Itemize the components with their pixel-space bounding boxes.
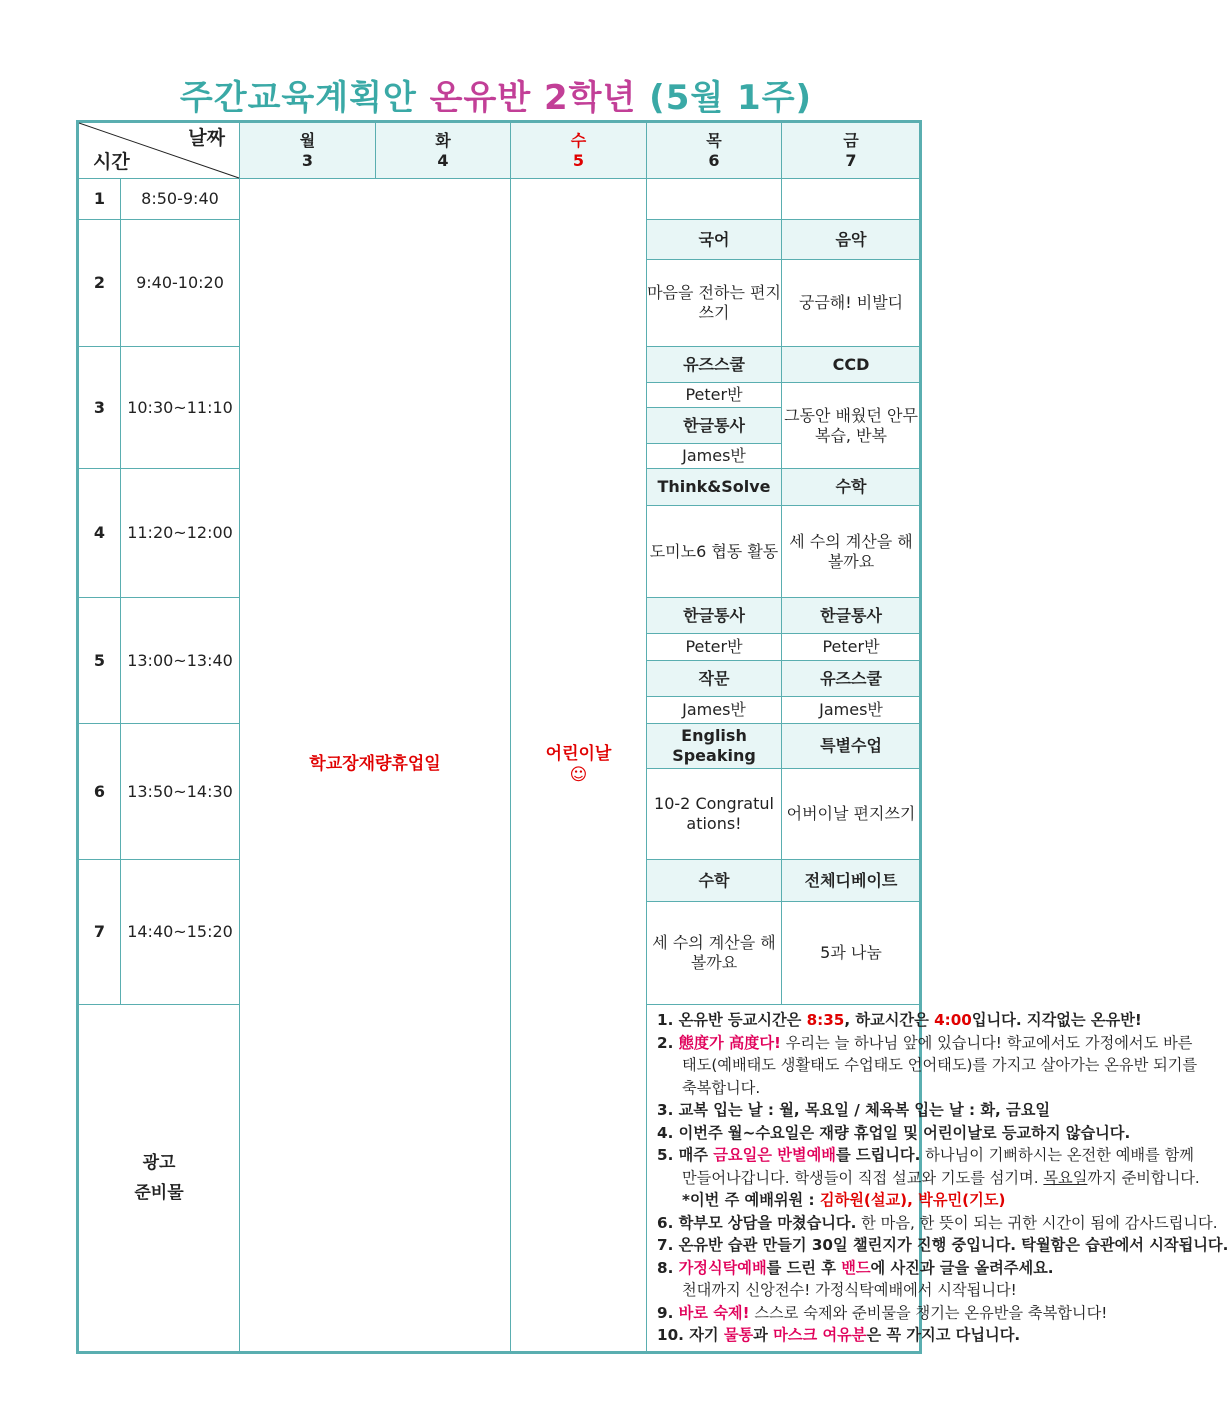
note-highlight: 가정식탁예배: [678, 1258, 767, 1277]
notes-label-supplies: 준비물: [134, 1182, 184, 1203]
note-7: 7. 온유반 습관 만들기 30일 챌린지가 진행 중입니다. 탁월함은 습관에서 시작됩니다.: [657, 1236, 1228, 1254]
fri-p3-content: 그동안 배웠던 안무 복습, 반복: [782, 383, 921, 469]
note-text: 까지 준비합니다.: [1087, 1168, 1200, 1187]
thu-p4-content: 도미노6 협동 활동: [647, 506, 782, 598]
title-part3: (5월 1주): [636, 78, 813, 118]
period-number: 2: [78, 220, 121, 347]
thu-p7-subject: 수학: [647, 860, 782, 902]
note-text: 하나님이 기뻐하시는 온전한 예배를 함께: [920, 1146, 1194, 1164]
thu-p5-subject2: 작문: [647, 661, 782, 697]
note-10: [657, 1324, 1021, 1347]
thu-p2-content: 마음을 전하는 편지쓰기: [647, 260, 782, 347]
fri-p5-class2: James반: [782, 697, 921, 724]
note-8: [657, 1257, 1054, 1280]
fri-p4-content: 세 수의 계산을 해 볼까요: [782, 506, 921, 598]
thu-p6-subject-text: English Speaking: [672, 726, 756, 765]
holiday-mon-tue: [240, 179, 511, 1353]
title-part1: 주간교육계획안: [179, 78, 430, 118]
note-text: 입니다. 지각없는 온유반!: [971, 1011, 1142, 1029]
smile-icon: ☺: [569, 764, 588, 785]
day-date: 3: [301, 150, 314, 170]
period-number: 6: [78, 724, 121, 860]
day-header-mon: [240, 122, 376, 179]
note-5: [657, 1144, 1194, 1167]
thu-p6-content: [647, 769, 782, 860]
day-header-wed: [511, 122, 647, 179]
thu-p6-content-text: 10-2 Congratulations!: [654, 794, 774, 833]
note-text: 우리는 늘 하나님 앞에 있습니다! 학교에서도 가정에서도 바른: [780, 1033, 1193, 1052]
day-name: 화: [435, 130, 451, 150]
day-date: 5: [572, 150, 585, 170]
period-time: 11:20~12:00: [121, 469, 240, 598]
note-9: [657, 1302, 1108, 1325]
thu-p3-subject1: 유즈스쿨: [647, 347, 782, 383]
note-highlight: 態度가 高度다!: [678, 1033, 781, 1052]
note-number: 2.: [657, 1033, 679, 1052]
date-label: 날짜: [188, 127, 225, 149]
note-1: [657, 1009, 1142, 1032]
period-number: 5: [78, 598, 121, 724]
period-number: 3: [78, 347, 121, 469]
period-time: 13:00~13:40: [121, 598, 240, 724]
fri-p6-content: 어버이날 편지쓰기: [782, 769, 921, 860]
period-time: 10:30~11:10: [121, 347, 240, 469]
note-text: 한 마음, 한 뜻이 되는 귀한 시간이 됨에 감사드립니다.: [856, 1213, 1218, 1232]
thu-p3-subject2: 한글통사: [647, 408, 782, 444]
thu-p1-cell: [647, 179, 782, 220]
day-date: 6: [708, 150, 720, 170]
note-2-cont: 태도(예배태도 생활태도 수업태도 언어태도)를 가지고 살아가는 온유반 되기를: [682, 1056, 1198, 1074]
fri-p6-subject: 특별수업: [782, 724, 921, 769]
thu-p5-class2: James반: [647, 697, 782, 724]
thu-p6-subject: [647, 724, 782, 769]
fri-p7-content: 5과 나눔: [782, 902, 921, 1005]
notes-content: [647, 1005, 1228, 1353]
schedule-table: [76, 120, 1228, 1354]
thu-p5-class1: Peter반: [647, 634, 782, 661]
note-text: , 하교시간은: [844, 1011, 935, 1029]
holiday-label: 학교장재량휴업일: [309, 754, 441, 775]
note-highlight: 4:00: [934, 1011, 972, 1029]
note-2: [657, 1032, 1193, 1055]
note-text: 를 드립니다.: [835, 1146, 921, 1164]
page-title: [0, 70, 992, 119]
period-time: 13:50~14:30: [121, 724, 240, 860]
day-date: 4: [437, 150, 449, 170]
thu-p7-content: 세 수의 계산을 해 볼까요: [647, 902, 782, 1005]
day-name: 월: [299, 130, 316, 150]
thu-p4-subject: Think&Solve: [647, 469, 782, 506]
note-text: 를 드린 후: [766, 1258, 842, 1277]
day-header-fri: [782, 122, 921, 179]
note-text: 에 사진과 글을 올려주세요.: [870, 1258, 1054, 1277]
day-header-thu: [647, 122, 782, 179]
note-underline: 목요일: [1043, 1168, 1088, 1187]
note-highlight: 바로 숙제!: [678, 1303, 750, 1322]
note-text: 10. 자기: [657, 1326, 724, 1344]
note-number: 9.: [657, 1303, 679, 1322]
note-highlight: 김하원(설교), 박유민(기도): [819, 1191, 1006, 1209]
thu-p5-subject1: 한글통사: [647, 598, 782, 634]
fri-p5-subject2: 유즈스쿨: [782, 661, 921, 697]
note-3: 3. 교복 입는 날 : 월, 목요일 / 체육복 입는 날 : 화, 금요일: [657, 1101, 1051, 1119]
note-4: 4. 이번주 월~수요일은 재량 휴업일 및 어린이날로 등교하지 않습니다.: [657, 1123, 1131, 1142]
period-time: 8:50-9:40: [121, 179, 240, 220]
note-highlight: 8:35: [806, 1011, 845, 1029]
day-header-tue: [376, 122, 511, 179]
note-text: 은 꼭 가지고 다닙니다.: [866, 1326, 1021, 1344]
note-text: *이번 주 예배위원 :: [682, 1191, 820, 1209]
fri-p4-subject: 수학: [782, 469, 921, 506]
note-highlight: 금요일은 반별예배: [713, 1146, 836, 1164]
note-text: 6. 학부모 상담을 마쳤습니다.: [657, 1213, 857, 1232]
period-time: 14:40~15:20: [121, 860, 240, 1005]
day-date: 7: [845, 150, 857, 170]
fri-p7-subject: 전체디베이트: [782, 860, 921, 902]
note-text: 만들어나갑니다. 학생들이 직접 설교와 기도를 섬기며.: [682, 1168, 1044, 1187]
notes-label-ads: 광고: [142, 1152, 176, 1173]
fri-p3-subject: CCD: [782, 347, 921, 383]
fri-p2-content: 궁금해! 비발디: [782, 260, 921, 347]
holiday-wed: [511, 179, 647, 1353]
note-2-cont: 축복합니다.: [682, 1078, 761, 1097]
note-highlight: 마스크 여유분: [773, 1326, 867, 1344]
day-name: 목: [706, 130, 722, 150]
period-number: 7: [78, 860, 121, 1005]
note-text: 스스로 숙제와 준비물을 챙기는 온유반을 축복합니다!: [749, 1303, 1108, 1322]
fri-p5-subject1: 한글통사: [782, 598, 921, 634]
period-number: 1: [78, 179, 121, 220]
day-name: 수: [570, 130, 587, 150]
thu-p3-class1: Peter반: [647, 383, 782, 408]
thu-p2-subject: 국어: [647, 220, 782, 260]
period-time: 9:40-10:20: [121, 220, 240, 347]
note-8-cont: 천대까지 신앙전수! 가정식탁예배에서 시작됩니다!: [682, 1281, 1017, 1299]
day-name: 금: [843, 130, 859, 150]
fri-p1-cell: [782, 179, 921, 220]
note-text: 5. 매주: [657, 1146, 714, 1164]
note-text: 1. 온유반 등교시간은: [657, 1011, 807, 1029]
notes-label-cell: [78, 1005, 240, 1353]
title-part2: 온유반 2학년: [429, 78, 637, 118]
holiday-label: 어린이날: [545, 743, 612, 764]
time-label: 시간: [93, 151, 130, 174]
note-highlight: 밴드: [841, 1258, 871, 1277]
note-5-cont: [657, 1167, 1200, 1190]
note-highlight: 물통: [723, 1326, 754, 1344]
period-number: 4: [78, 469, 121, 598]
fri-p5-class1: Peter반: [782, 634, 921, 661]
note-5-worship: [657, 1189, 1006, 1212]
thu-p3-class2: James반: [647, 444, 782, 469]
note-6: [657, 1212, 1218, 1235]
header-corner-cell: [78, 122, 240, 179]
note-text: 과: [753, 1326, 774, 1344]
fri-p2-subject: 음악: [782, 220, 921, 260]
note-number: 8.: [657, 1258, 679, 1277]
